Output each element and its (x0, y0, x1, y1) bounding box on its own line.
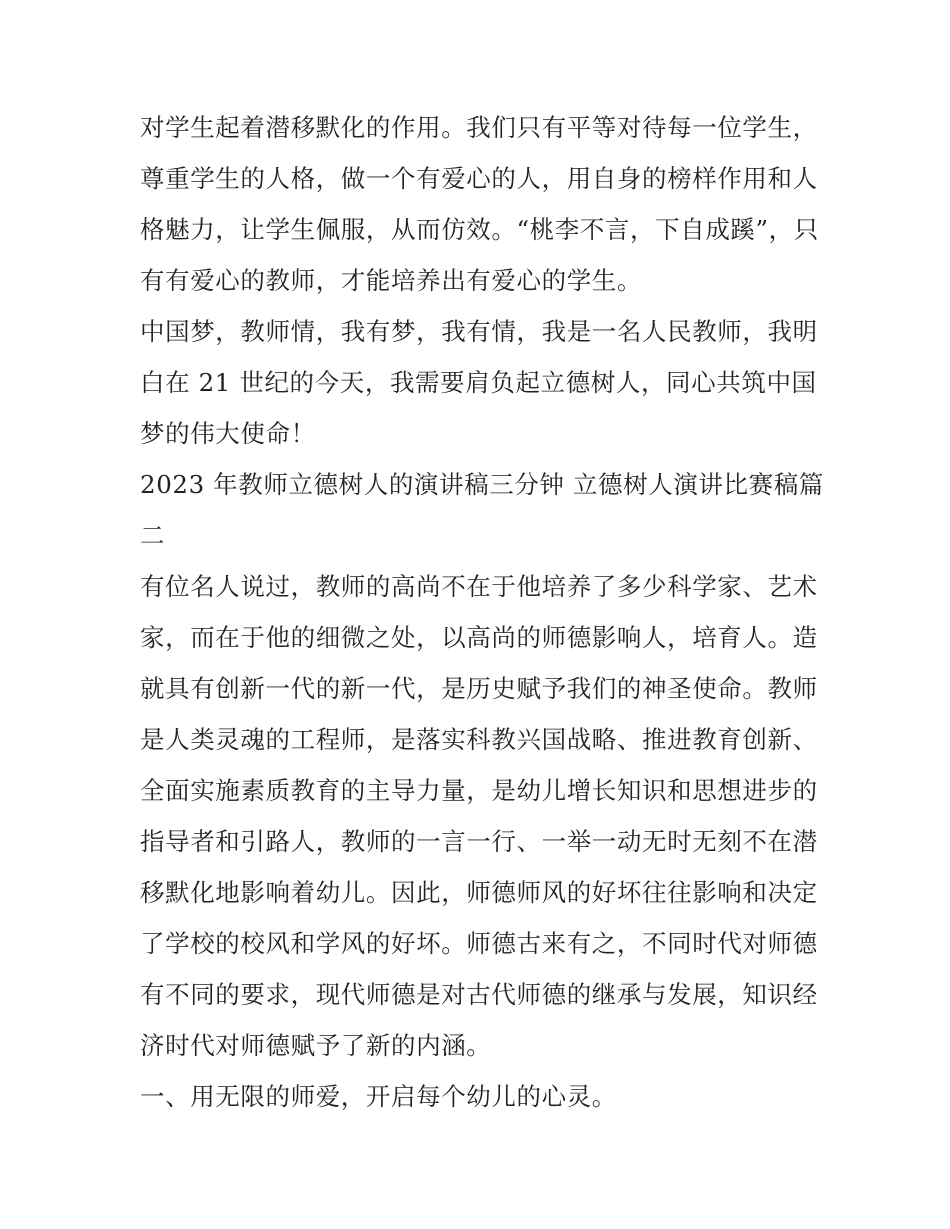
text-line: 家，而在于他的细微之处，以高尚的师德影响人，培育人。造 (140, 623, 818, 652)
text-line: 有位名人说过，教师的高尚不在于他培养了多少科学家、艺术 (140, 572, 818, 601)
text-line: 济时代对师德赋予了新的内涵。 (140, 1031, 492, 1060)
subheading-line: 一、用无限的师爱，开启每个幼儿的心灵。 (140, 1082, 617, 1111)
section-heading (140, 459, 824, 561)
text-line: 了学校的校风和学风的好坏。师德古来有之，不同时代对师德 (140, 929, 818, 958)
paragraph-teacher-ethics (140, 561, 818, 1071)
subheading-one (140, 1071, 810, 1122)
text-line: 有不同的要求，现代师德是对古代师德的继承与发展，知识经 (140, 980, 818, 1009)
paragraph-love-students (140, 102, 819, 306)
text-line: 是人类灵魂的工程师，是落实科教兴国战略、推进教育创新、 (140, 725, 818, 754)
text-line: 格魅力，让学生佩服，从而仿效。“桃李不言，下自成蹊”，只 (140, 215, 819, 244)
text-line: 梦的伟大使命！ (140, 419, 316, 448)
text-line: 全面实施素质教育的主导力量，是幼儿增长知识和思想进步的 (140, 776, 818, 805)
text-line: 白在 21 世纪的今天，我需要肩负起立德树人，同心共筑中国 (140, 368, 817, 397)
text-line: 就具有创新一代的新一代，是历史赋予我们的神圣使命。教师 (140, 674, 818, 703)
text-line: 对学生起着潜移默化的作用。我们只有平等对待每一位学生， (140, 113, 818, 142)
heading-line: 2023 年教师立德树人的演讲稿三分钟 立德树人演讲比赛稿篇 (140, 470, 824, 499)
text-line: 有有爱心的教师，才能培养出有爱心的学生。 (140, 266, 642, 295)
text-line: 尊重学生的人格，做一个有爱心的人，用自身的榜样作用和人 (140, 164, 818, 193)
text-line: 移默化地影响着幼儿。因此，师德师风的好坏往往影响和决定 (140, 878, 818, 907)
heading-line: 二 (140, 521, 166, 550)
text-line: 指导者和引路人，教师的一言一行、一举一动无时无刻不在潜 (140, 827, 818, 856)
paragraph-china-dream (140, 306, 818, 459)
text-line: 中国梦，教师情，我有梦，我有情，我是一名人民教师，我明 (140, 317, 818, 346)
